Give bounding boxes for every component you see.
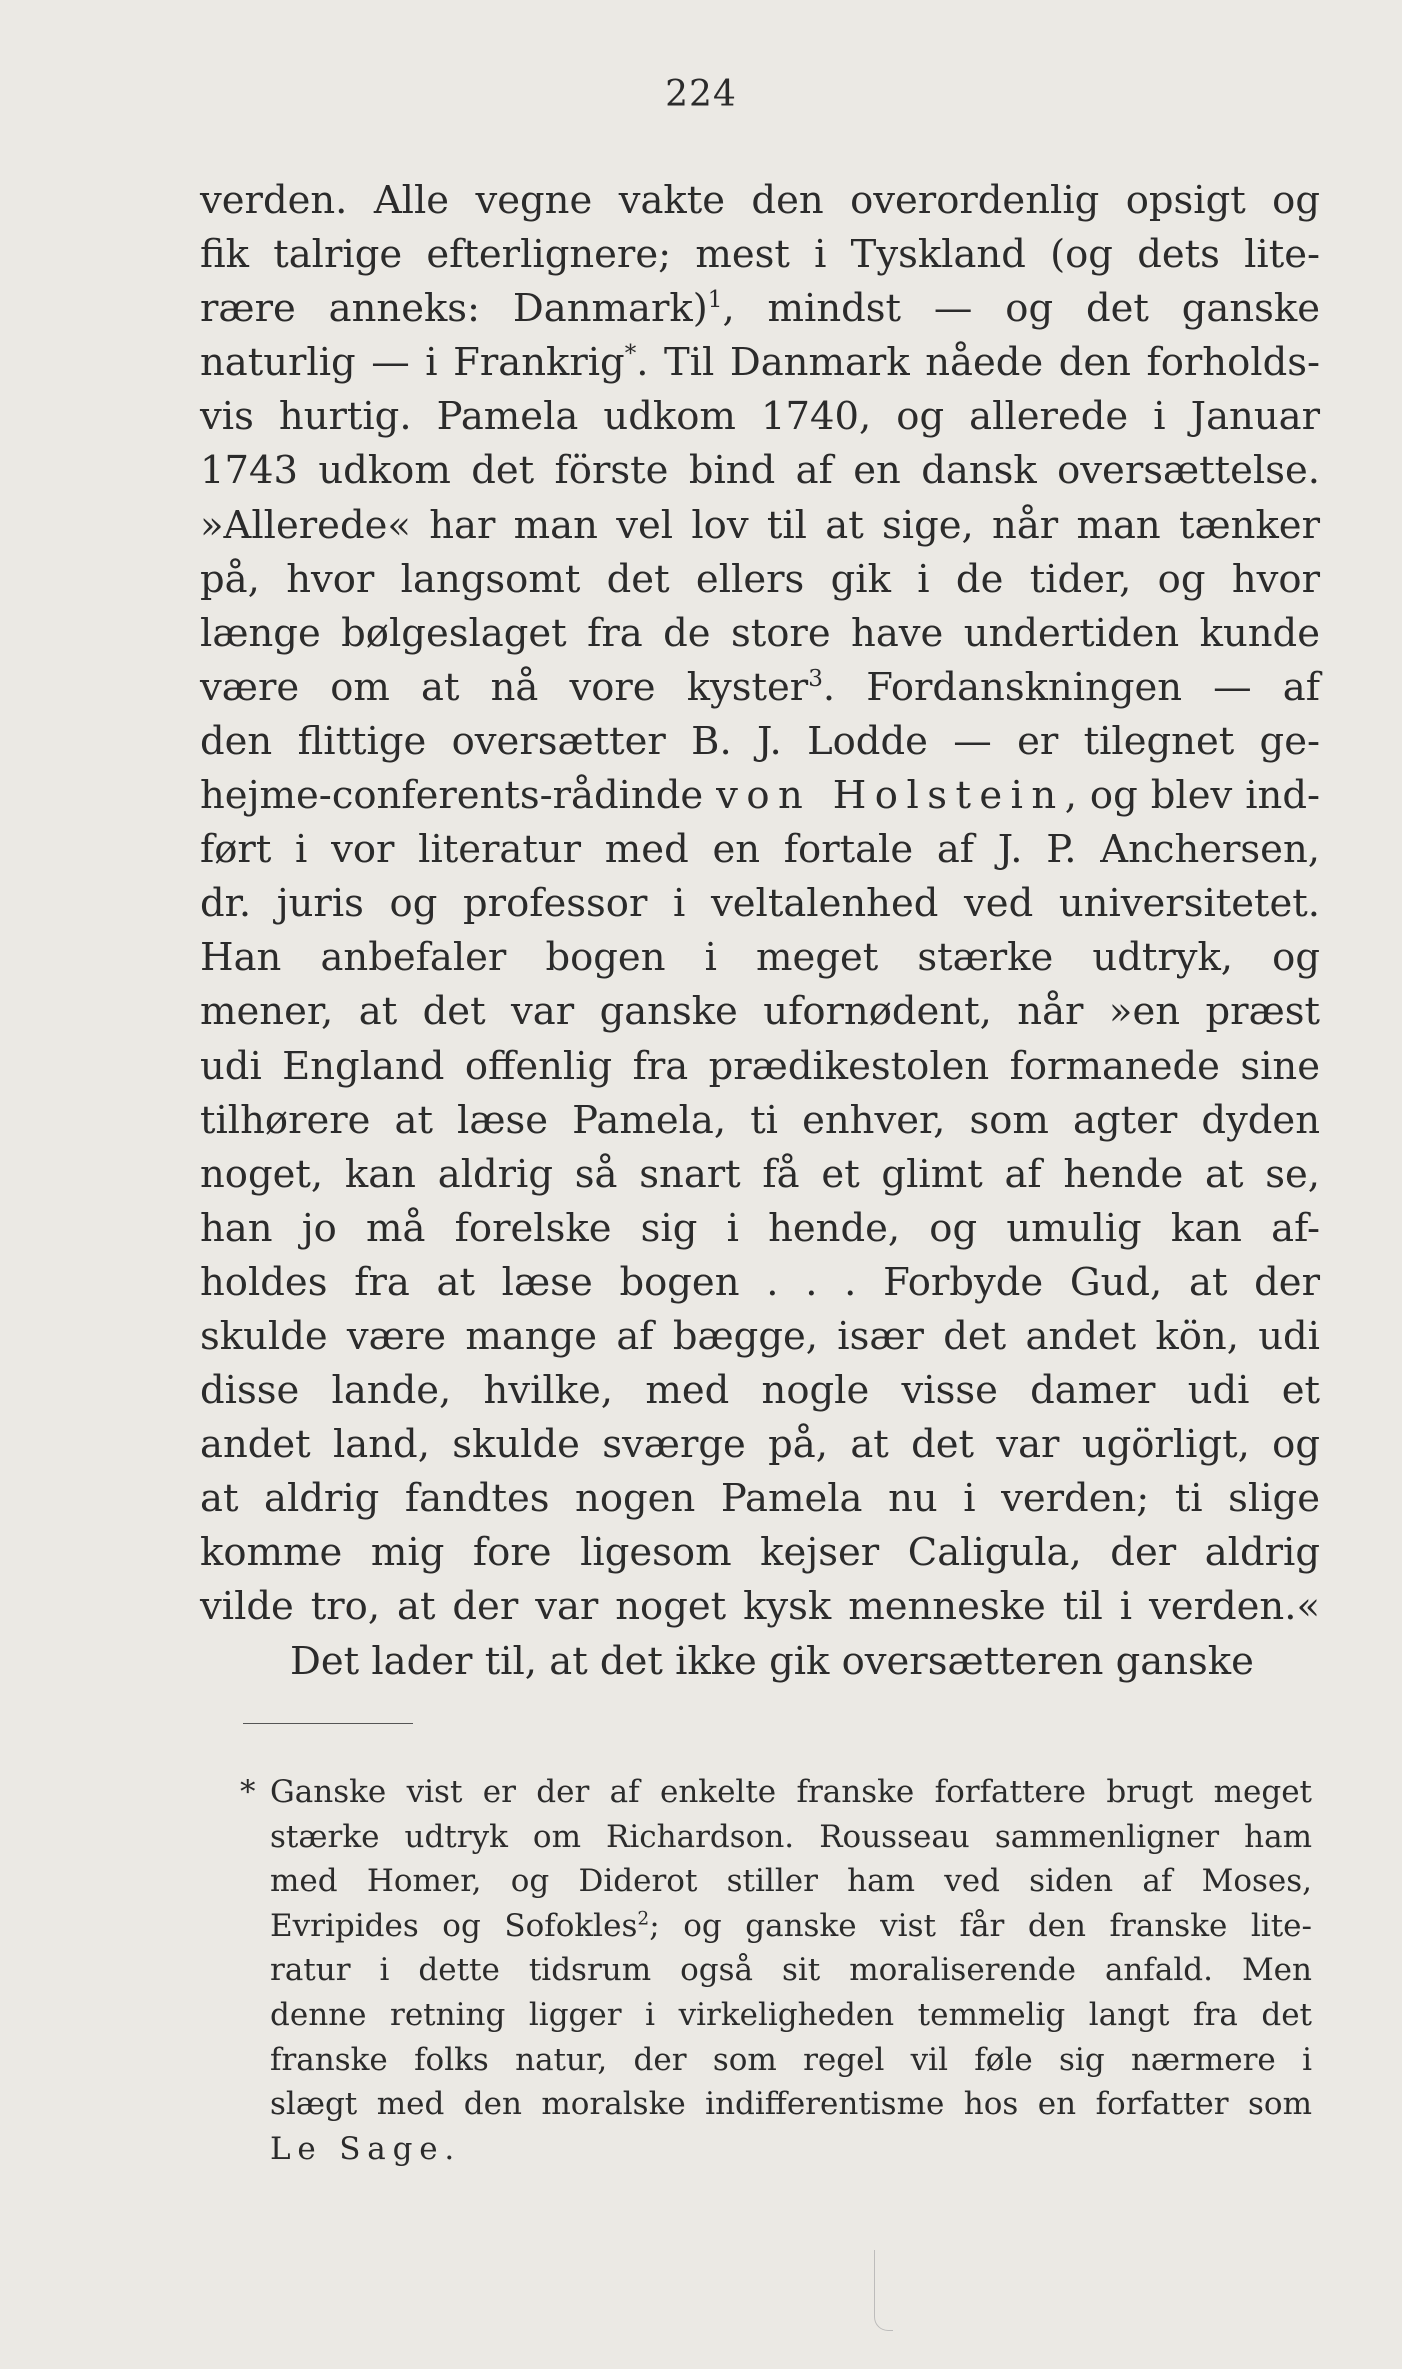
body-text: [200, 174, 1320, 1689]
text-fragment: Ganske vist er der af enkelte franske forfattere brugt meget: [270, 1774, 1312, 1810]
text-line: tilhørere at læse Pamela, ti enhver, som agter dyden: [200, 1097, 1320, 1143]
footnote-ref: 2: [637, 1908, 650, 1930]
text-fragment: , og blev ind-: [1064, 773, 1320, 819]
text-line: [200, 661, 1320, 715]
text-line: på, hvor langsomt det ellers gik i de tider, og hvor: [200, 556, 1320, 602]
footnote-line: Le Sage.: [270, 2130, 462, 2167]
text-line: ført i vor literatur med en fortale af J. P. Anchersen,: [200, 827, 1320, 873]
spaced-name: von Holstein: [716, 773, 1065, 819]
text-fragment: rære anneks: Danmark): [200, 286, 708, 332]
footnote-line: [240, 1770, 1312, 1815]
text-line: holdes fra at læse bogen . . . Forbyde Gud, at der: [200, 1259, 1320, 1305]
text-line: mener, at det var ganske ufornødent, når »en præst: [200, 989, 1320, 1035]
page-edge-mark: [874, 2250, 893, 2331]
text-fragment: . Til Danmark nåede den forholds-: [636, 340, 1321, 386]
text-fragment: Evripides og Sofokles: [270, 1907, 638, 1944]
text-line: at aldrig fandtes nogen Pamela nu i verden; ti slige: [200, 1476, 1320, 1522]
text-fragment: ; og ganske vist får den franske lite-: [649, 1907, 1312, 1944]
text-line: han jo må forelske sig i hende, og umulig kan af-: [200, 1205, 1320, 1251]
footnote-ref: 1: [707, 287, 723, 314]
text-fragment: naturlig — i Frankrig: [200, 340, 625, 386]
footnote-ref: *: [624, 341, 637, 368]
text-fragment: , mindst — og det ganske: [722, 286, 1320, 332]
footnote-line: [240, 1904, 1312, 1949]
footnote: [240, 1770, 1312, 2171]
text-line: fik talrige efterlignere; mest i Tyskland (og dets lite-: [200, 232, 1320, 278]
text-line: vilde tro, at der var noget kysk menneske til i verden.«: [200, 1584, 1320, 1630]
text-line: noget, kan aldrig så snart få et glimt af hende at se,: [200, 1151, 1320, 1197]
text-line: Han anbefaler bogen i meget stærke udtryk, og: [200, 935, 1320, 981]
text-fragment: . Fordanskningen — af: [822, 664, 1320, 710]
text-line: disse lande, hvilke, med nogle visse damer udi et: [200, 1368, 1320, 1414]
footnote-line: stærke udtryk om Richardson. Rousseau sammenligner ham: [270, 1818, 1312, 1855]
text-line: verden. Alle vegne vakte den overordenlig opsigt og: [200, 178, 1320, 223]
text-line: Det lader til, at det ikke gik oversætteren ganske: [290, 1638, 1254, 1684]
footnote-line: franske folks natur, der som regel vil føle sig nærmere i: [270, 2041, 1312, 2078]
text-line: komme mig fore ligesom kejser Caligula, der aldrig: [200, 1530, 1320, 1576]
text-line: vis hurtig. Pamela udkom 1740, og allerede i Januar: [200, 394, 1320, 440]
text-line: 1743 udkom det förste bind af en dansk oversættelse.: [200, 448, 1320, 494]
footnote-line: denne retning ligger i virkeligheden temmelig langt fra det: [270, 1996, 1312, 2033]
text-line: andet land, skulde sværge på, at det var ugörligt, og: [200, 1422, 1320, 1468]
footnote-line: slægt med den moralske indifferentisme hos en forfatter som: [270, 2086, 1312, 2123]
footnote-divider: [243, 1723, 413, 1724]
text-fragment: være om at nå vore kyster: [200, 664, 809, 710]
page-number: 224: [665, 74, 737, 115]
text-line: [200, 336, 1320, 390]
text-line: den flittige oversætter B. J. Lodde — er tilegnet ge-: [200, 718, 1320, 764]
footnote-line: ratur i dette tidsrum også sit moraliserende anfald. Men: [270, 1952, 1312, 1989]
footnote-ref: 3: [808, 666, 823, 693]
text-line: »Allerede« har man vel lov til at sige, når man tænker: [200, 502, 1320, 548]
text-line: udi England offenlig fra prædikestolen formanede sine: [200, 1043, 1320, 1089]
text-line: længe bølgeslaget fra de store have undertiden kunde: [200, 610, 1320, 656]
text-line: dr. juris og professor i veltalenhed ved universitetet.: [200, 881, 1320, 927]
text-line: skulde være mange af bægge, især det andet kön, udi: [200, 1313, 1320, 1359]
text-fragment: hejme-conferents-rådinde: [200, 773, 704, 819]
text-line: [200, 282, 1320, 336]
footnote-line: med Homer, og Diderot stiller ham ved siden af Moses,: [270, 1863, 1312, 1900]
footnote-marker: *: [240, 1774, 256, 1810]
text-line: [200, 769, 1320, 823]
